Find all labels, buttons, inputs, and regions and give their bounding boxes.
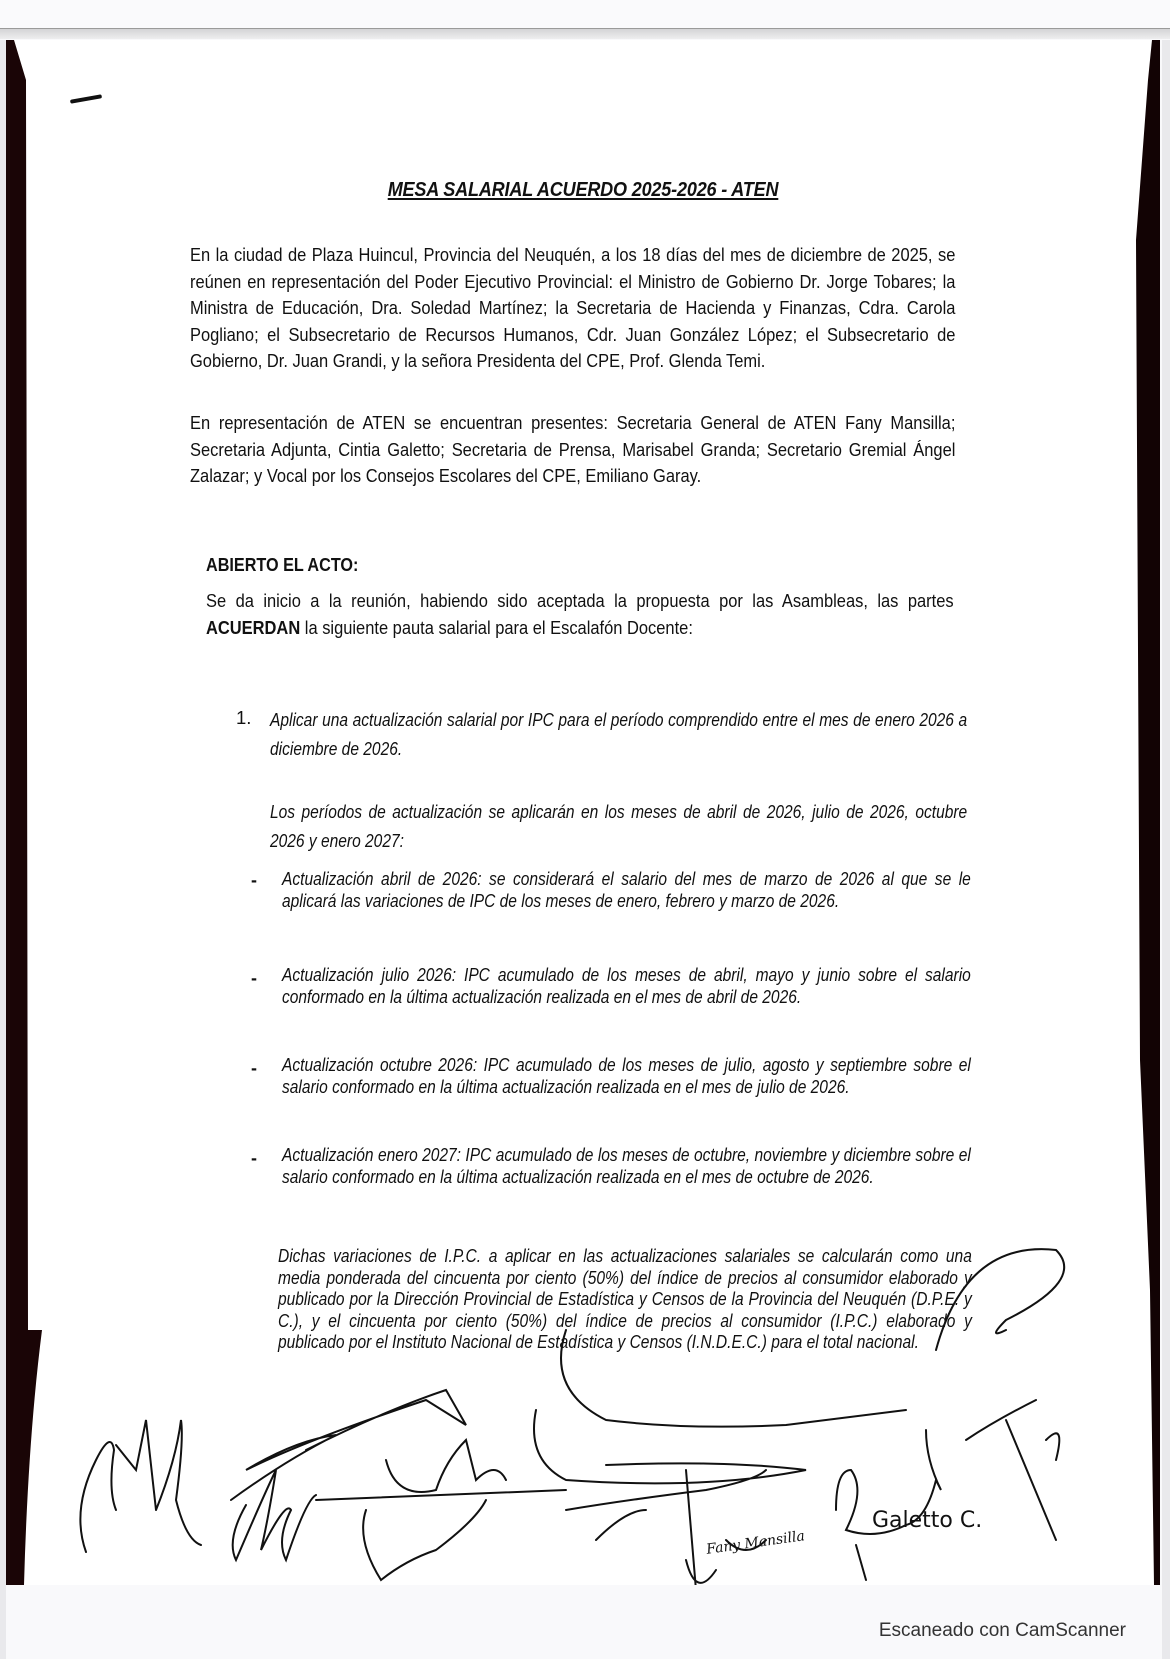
list-item-periods: Los períodos de actualización se aplicarán en los meses de abril de 2026, julio de 2026, octubre 2026 y enero 2027: [270, 801, 968, 851]
list-number: 1. [236, 707, 252, 728]
paragraph-executive: En la ciudad de Plaza Huincul, Provincia del Neuquén, a los 18 días del mes de diciembre de 2025, se reúnen en representación del Poder Ejecutivo Provincial: el Ministro de Gobierno Dr. Jorge Tobares; la Ministra de Educación, Dra. Soledad Martínez; la Secretaria de Hacienda y Finanzas, Cdra. Carola Pogliano; el Subsecretario de Recursos Humanos, Cdr. Juan González López; el Subsecretario de Gobierno, Dr. Juan Grandi, y la señora Presidenta del CPE, Prof. Glenda Temi. [190, 244, 956, 371]
bullet-item: Actualización julio 2026: IPC acumulado de los meses de abril, mayo y junio sobre el salario conformado en la última actualización realizada en el mes de abril de 2026. [282, 964, 971, 1007]
document-title: MESA SALARIAL ACUERDO 2025-2026 - ATEN [387, 178, 779, 201]
viewer-top-bar [0, 0, 1170, 29]
document-body [6, 40, 1160, 1585]
bullet-dash: - [251, 1148, 257, 1168]
camscanner-label: Escaneado con CamScanner [878, 1620, 1126, 1641]
scanned-page [6, 40, 1160, 1585]
bullet-dash: - [251, 1058, 257, 1078]
bullet-item: Actualización abril de 2026: se considerará el salario del mes de marzo de 2026 al que se le aplicará las variaciones de IPC de los meses de enero, febrero y marzo de 2026. [282, 868, 971, 911]
paragraph-ipc-calculation: Dichas variaciones de I.P.C. a aplicar en las actualizaciones salariales se calcularán como una media ponderada del cincuenta por ciento (50%) del índice de precios al consumidor elaborado y publicado por la Dirección Provincial de Estadística y Censos de la Provincia del Neuquén (D.P.E. y C.), y el cincuenta por ciento (50%) del índice de precios al consumidor (I.P.C.) elaborado y publicado por el Instituto Nacional de Estadística y Censos (I.N.D.E.C.) para el total nacional. [278, 1245, 972, 1352]
bullet-item: Actualización enero 2027: IPC acumulado de los meses de octubre, noviembre y diciembre sobre el salario conformado en la última actualización realizada en el mes de octubre de 2026. [282, 1144, 971, 1187]
pen-mark [70, 94, 102, 103]
agreement-text-start: Se da inicio a la reunión, habiendo sido aceptada la propuesta por las Asambleas, las partes [206, 590, 954, 611]
agreement-bold: ACUERDAN [206, 616, 301, 638]
viewer-right-margin [1162, 40, 1170, 1659]
section-heading: ABIERTO EL ACTO: [206, 555, 359, 575]
bullet-dash: - [251, 968, 257, 988]
paragraph-agreement [206, 588, 954, 641]
bullet-dash: - [251, 870, 257, 890]
bullet-item: Actualización octubre 2026: IPC acumulado de los meses de julio, agosto y septiembre sobre el salario conformado en la última actualización realizada en el mes de julio de 2026. [282, 1054, 971, 1097]
agreement-text-end: la siguiente pauta salarial para el Escalafón Docente: [300, 616, 693, 638]
viewer-shadow [0, 29, 1170, 39]
signature-name-mansilla: Fany Mansilla [705, 1528, 806, 1558]
signature-name-galetto: Galetto C. [872, 1508, 983, 1533]
paragraph-aten: En representación de ATEN se encuentran presentes: Secretaria General de ATEN Fany Mansilla; Secretaria Adjunta, Cintia Galetto; Secretaria de Prensa, Marisabel Granda; Secretario Gremial Ángel Zalazar; y Vocal por los Consejos Escolares del CPE, Emiliano Garay. [190, 412, 956, 486]
list-item-text: Aplicar una actualización salarial por IPC para el período comprendido entre el mes de enero 2026 a diciembre de 2026. [270, 709, 968, 759]
